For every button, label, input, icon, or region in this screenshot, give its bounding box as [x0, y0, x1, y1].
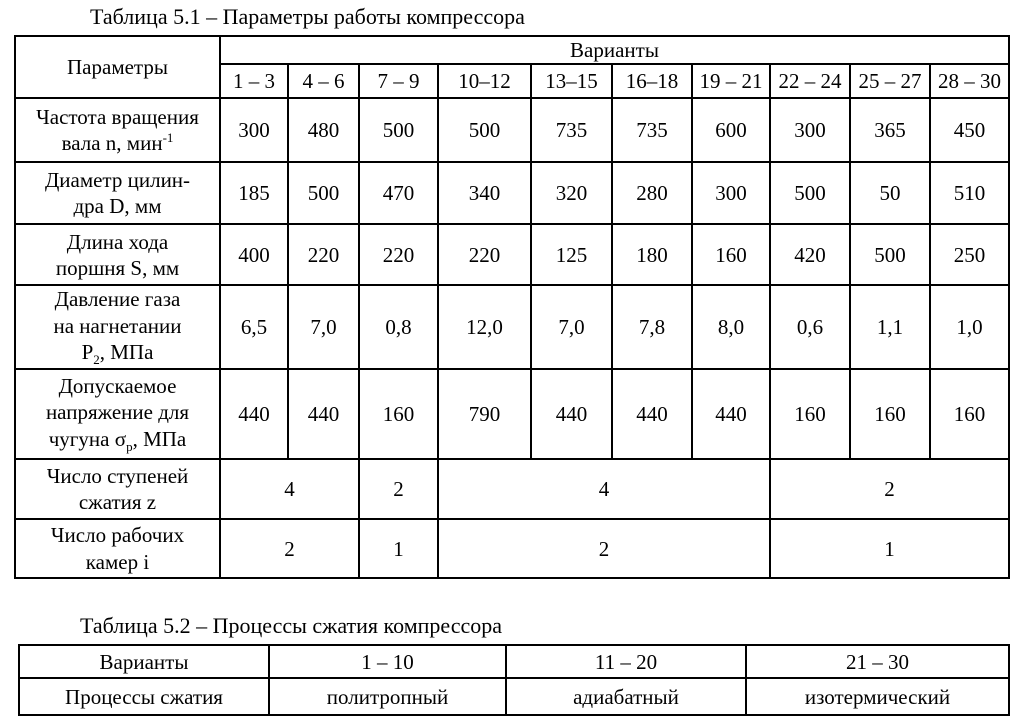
variant-range-header: 13–15: [531, 64, 612, 98]
value-cell: 50: [850, 162, 930, 224]
variant-range-header: 4 – 6: [288, 64, 359, 98]
value-cell: 500: [770, 162, 850, 224]
table-row: [19, 678, 1009, 715]
merged-value-cell: 2: [220, 519, 359, 578]
merged-value-cell: 1: [770, 519, 1009, 578]
process-value-cell: политропный: [269, 678, 506, 715]
table-row: [15, 369, 1009, 459]
variant-range-header: 28 – 30: [930, 64, 1009, 98]
value-cell: 440: [612, 369, 692, 459]
value-cell: 400: [220, 224, 288, 285]
variant-range-cell: 11 – 20: [506, 645, 746, 678]
param-name-line: напряжение для: [45, 400, 190, 425]
param-name-line: Частота вращения: [36, 105, 199, 129]
param-name-line: Допускаемое: [58, 374, 177, 399]
variant-range-header: 1 – 3: [220, 64, 288, 98]
subscript: 2: [93, 351, 100, 367]
value-cell: 480: [288, 98, 359, 162]
value-cell: 12,0: [438, 285, 531, 369]
param-name-cell: [15, 224, 220, 285]
param-name-cell: [15, 98, 220, 162]
value-cell: 790: [438, 369, 531, 459]
table-5-1-title: Таблица 5.1 – Параметры работы компрессора: [90, 4, 525, 29]
value-cell: 500: [288, 162, 359, 224]
value-cell: 320: [531, 162, 612, 224]
process-value-cell: адиабатный: [506, 678, 746, 715]
value-cell: 440: [288, 369, 359, 459]
variant-range-header: 10–12: [438, 64, 531, 98]
table-row: [19, 645, 1009, 678]
merged-value-cell: 2: [770, 459, 1009, 519]
value-cell: 1,1: [850, 285, 930, 369]
variant-range-header: 22 – 24: [770, 64, 850, 98]
table-row: [15, 98, 1009, 162]
value-cell: 735: [612, 98, 692, 162]
value-cell: 160: [692, 224, 770, 285]
value-cell: 340: [438, 162, 531, 224]
param-name-line: сжатия z: [78, 490, 157, 515]
value-cell: 735: [531, 98, 612, 162]
value-cell: 160: [770, 369, 850, 459]
value-cell: 500: [359, 98, 438, 162]
value-cell: 160: [850, 369, 930, 459]
param-name-line: на нагнетании: [53, 313, 182, 338]
param-name-cell: [15, 162, 220, 224]
value-cell: 160: [930, 369, 1009, 459]
table-row: [15, 36, 1009, 64]
value-cell: 7,0: [531, 285, 612, 369]
param-name-line: Диаметр цилин-: [44, 168, 191, 192]
table-row: [15, 285, 1009, 369]
value-cell: 600: [692, 98, 770, 162]
value-cell: 125: [531, 224, 612, 285]
variant-range-header: 25 – 27: [850, 64, 930, 98]
variant-range-header: 16–18: [612, 64, 692, 98]
value-cell: 7,0: [288, 285, 359, 369]
table-5-1: [14, 35, 1010, 579]
value-cell: 450: [930, 98, 1009, 162]
value-cell: 6,5: [220, 285, 288, 369]
table-5-2-title: Таблица 5.2 – Процессы сжатия компрессора: [80, 613, 502, 639]
table-5-2: [18, 644, 1010, 716]
process-label-cell: Процессы сжатия: [19, 678, 269, 715]
value-cell: 8,0: [692, 285, 770, 369]
value-cell: 440: [220, 369, 288, 459]
value-cell: 250: [930, 224, 1009, 285]
value-cell: 365: [850, 98, 930, 162]
value-cell: 300: [692, 162, 770, 224]
variant-range-cell: 1 – 10: [269, 645, 506, 678]
value-cell: 7,8: [612, 285, 692, 369]
value-cell: 300: [220, 98, 288, 162]
value-cell: 420: [770, 224, 850, 285]
value-cell: 0,6: [770, 285, 850, 369]
variants-label-cell: Варианты: [19, 645, 269, 678]
param-name-cell: [15, 285, 220, 369]
value-cell: 300: [770, 98, 850, 162]
value-cell: 180: [612, 224, 692, 285]
subscript: р: [126, 438, 133, 454]
param-name-line: дра D, мм: [73, 194, 162, 219]
variant-range-header: 7 – 9: [359, 64, 438, 98]
variant-range-cell: 21 – 30: [746, 645, 1009, 678]
param-name-line: поршня S, мм: [55, 255, 180, 280]
superscript: -1: [162, 130, 174, 146]
param-name-cell: [15, 369, 220, 459]
param-name-line: чугуна $\sigma_р$, МПа: [48, 426, 187, 454]
value-cell: 280: [612, 162, 692, 224]
value-cell: 510: [930, 162, 1009, 224]
table-row: [15, 224, 1009, 285]
variant-range-header: 19 – 21: [692, 64, 770, 98]
value-cell: 470: [359, 162, 438, 224]
param-name-line: Давление газа: [54, 287, 181, 312]
param-name-line: вала n, мин$^{-1}$: [61, 130, 174, 156]
param-name-cell: [15, 459, 220, 519]
params-header-cell: Параметры: [15, 36, 220, 98]
param-name-line: $Р_2$, МПа: [81, 339, 154, 367]
merged-value-cell: 4: [438, 459, 770, 519]
table-row: [15, 459, 1009, 519]
value-cell: 220: [438, 224, 531, 285]
param-name-line: Длина хода: [66, 229, 169, 254]
value-cell: 440: [531, 369, 612, 459]
value-cell: 220: [288, 224, 359, 285]
param-name-line: камер i: [85, 549, 150, 574]
param-name-cell: [15, 519, 220, 578]
value-cell: 500: [438, 98, 531, 162]
value-cell: 1,0: [930, 285, 1009, 369]
value-cell: 440: [692, 369, 770, 459]
merged-value-cell: 4: [220, 459, 359, 519]
value-cell: 500: [850, 224, 930, 285]
value-cell: 185: [220, 162, 288, 224]
value-cell: 160: [359, 369, 438, 459]
process-value-cell: изотермический: [746, 678, 1009, 715]
param-name-line: Число рабочих: [50, 523, 185, 548]
param-name-line: Число ступеней: [46, 463, 189, 488]
merged-value-cell: 1: [359, 519, 438, 578]
value-cell: 0,8: [359, 285, 438, 369]
table-row: [15, 519, 1009, 578]
table-row: [15, 162, 1009, 224]
merged-value-cell: 2: [438, 519, 770, 578]
value-cell: 220: [359, 224, 438, 285]
merged-value-cell: 2: [359, 459, 438, 519]
variants-header-cell: Варианты: [220, 36, 1009, 64]
